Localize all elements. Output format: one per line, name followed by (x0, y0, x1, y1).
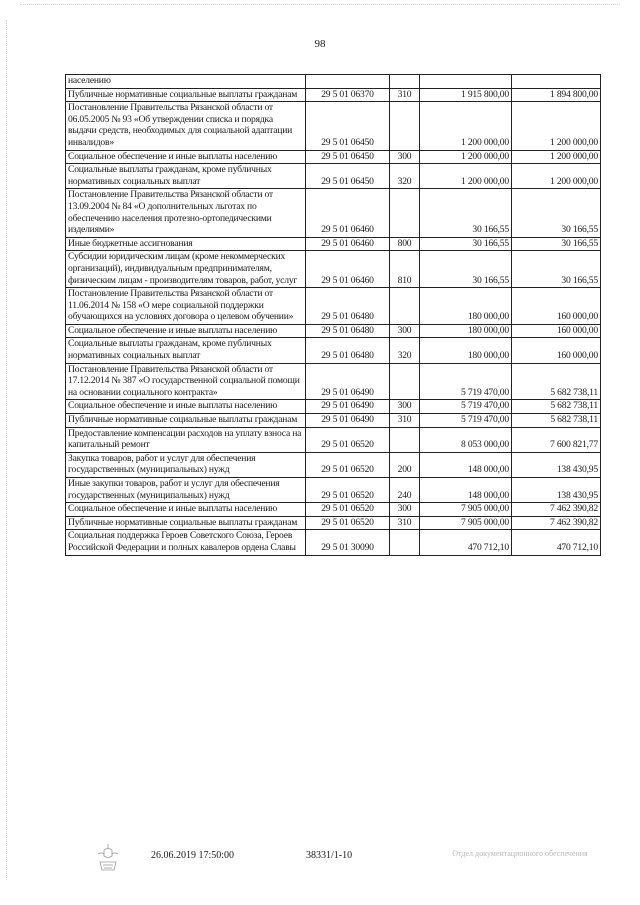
table-row (66, 150, 601, 164)
cell-name: Социальное обеспечение и иные выплаты населению (66, 503, 306, 517)
cell-expense-type (390, 288, 420, 325)
scan-edge-line (20, 4, 620, 5)
cell-code: 29 5 01 06450 (306, 164, 390, 189)
cell-code: 29 5 01 06450 (306, 102, 390, 150)
cell-amount-2019: 138 430,95 (512, 452, 601, 477)
table-row (66, 503, 601, 517)
cell-expense-type: 310 (390, 516, 420, 530)
cell-amount-2018: 1 915 800,00 (420, 88, 512, 102)
footer-doc-id: 38331/1-10 (306, 850, 353, 861)
cell-code: 29 5 01 06480 (306, 288, 390, 325)
cell-amount-2018: 5 719 470,00 (420, 414, 512, 428)
cell-code: 29 5 01 06370 (306, 88, 390, 102)
cell-expense-type (390, 189, 420, 237)
table-row (66, 237, 601, 251)
cell-code: 29 5 01 06520 (306, 427, 390, 452)
cell-code: 29 5 01 06450 (306, 150, 390, 164)
cell-amount-2018: 5 719 470,00 (420, 400, 512, 414)
cell-code: 29 5 01 06460 (306, 189, 390, 237)
cell-amount-2019: 5 682 738,11 (512, 400, 601, 414)
table-row (66, 427, 601, 452)
cell-expense-type (390, 363, 420, 400)
cell-expense-type: 300 (390, 150, 420, 164)
cell-code: 29 5 01 06480 (306, 324, 390, 338)
table-row (66, 363, 601, 400)
footer-date: 26.06.2019 17:50:00 (151, 850, 235, 861)
cell-amount-2018: 470 712,10 (420, 530, 512, 555)
cell-name: Постановление Правительства Рязанской области от 11.06.2014 № 158 «О мере социальной поддержки обучающихся на условиях договора о целевом обучении» (66, 288, 306, 325)
cell-code: 29 5 01 06490 (306, 400, 390, 414)
table-row (66, 400, 601, 414)
cell-amount-2018: 30 166,55 (420, 237, 512, 251)
cell-name: Социальное обеспечение и иные выплаты населению (66, 150, 306, 164)
cell-amount-2018: 30 166,55 (420, 251, 512, 288)
cell-amount-2018 (420, 75, 512, 89)
cell-amount-2018: 148 000,00 (420, 478, 512, 503)
table-row (66, 478, 601, 503)
cell-amount-2019: 30 166,55 (512, 189, 601, 237)
cell-name: Субсидии юридическим лицам (кроме некоммерческих организаций), индивидуальным предпринимателям, физическим лицам - производителям товаров, работ, услуг (66, 251, 306, 288)
cell-code: 29 5 01 06460 (306, 251, 390, 288)
cell-amount-2018: 7 905 000,00 (420, 516, 512, 530)
cell-amount-2018: 148 000,00 (420, 452, 512, 477)
cell-amount-2018: 180 000,00 (420, 338, 512, 363)
cell-name: Закупка товаров, работ и услуг для обеспечения государственных (муниципальных) нужд (66, 452, 306, 477)
cell-amount-2019: 7 462 390,82 (512, 503, 601, 517)
cell-amount-2019: 7 600 821,77 (512, 427, 601, 452)
budget-table (65, 74, 601, 556)
table-row (66, 338, 601, 363)
cell-expense-type: 310 (390, 88, 420, 102)
page-footer (0, 848, 640, 888)
cell-amount-2019: 5 682 738,11 (512, 363, 601, 400)
cell-amount-2019: 1 200 000,00 (512, 102, 601, 150)
cell-name: Постановление Правительства Рязанской области от 17.12.2014 № 387 «О государственной социальной помощи на основании социального контракта» (66, 363, 306, 400)
table-row (66, 324, 601, 338)
cell-amount-2019: 5 682 738,11 (512, 414, 601, 428)
table-row (66, 452, 601, 477)
cell-code: 29 5 01 06490 (306, 363, 390, 400)
cell-expense-type: 200 (390, 452, 420, 477)
cell-amount-2018: 1 200 000,00 (420, 164, 512, 189)
cell-amount-2019: 160 000,00 (512, 338, 601, 363)
cell-code: 29 5 01 30090 (306, 530, 390, 555)
cell-name: Иные закупки товаров, работ и услуг для обеспечения государственных (муниципальных) нужд (66, 478, 306, 503)
cell-code: 29 5 01 06520 (306, 478, 390, 503)
cell-code: 29 5 01 06520 (306, 503, 390, 517)
cell-expense-type: 320 (390, 164, 420, 189)
cell-amount-2018: 7 905 000,00 (420, 503, 512, 517)
cell-name: Социальные выплаты гражданам, кроме публичных нормативных социальных выплат (66, 164, 306, 189)
cell-amount-2019: 160 000,00 (512, 324, 601, 338)
cell-amount-2019: 160 000,00 (512, 288, 601, 325)
cell-expense-type (390, 102, 420, 150)
cell-code: 29 5 01 06520 (306, 516, 390, 530)
cell-amount-2018: 5 719 470,00 (420, 363, 512, 400)
cell-name: Публичные нормативные социальные выплаты гражданам (66, 88, 306, 102)
cell-expense-type: 300 (390, 503, 420, 517)
cell-expense-type (390, 75, 420, 89)
cell-expense-type: 300 (390, 324, 420, 338)
cell-name: Публичные нормативные социальные выплаты гражданам (66, 516, 306, 530)
cell-name: населению (66, 75, 306, 89)
cell-amount-2019: 7 462 390,82 (512, 516, 601, 530)
cell-expense-type (390, 427, 420, 452)
emblem-icon (94, 842, 122, 874)
table-row (66, 102, 601, 150)
cell-amount-2018: 1 200 000,00 (420, 102, 512, 150)
cell-code: 29 5 01 06460 (306, 237, 390, 251)
cell-amount-2019: 1 894 800,00 (512, 88, 601, 102)
cell-amount-2019: 470 712,10 (512, 530, 601, 555)
page-number: 98 (314, 38, 326, 50)
binding-margin-line (6, 20, 7, 880)
cell-amount-2018: 1 200 000,00 (420, 150, 512, 164)
table-row (66, 530, 601, 555)
cell-amount-2018: 8 053 000,00 (420, 427, 512, 452)
table-row (66, 288, 601, 325)
cell-expense-type (390, 530, 420, 555)
cell-code: 29 5 01 06480 (306, 338, 390, 363)
cell-amount-2018: 180 000,00 (420, 324, 512, 338)
cell-expense-type: 300 (390, 400, 420, 414)
table-row (66, 75, 601, 89)
cell-amount-2019: 1 200 000,00 (512, 150, 601, 164)
cell-amount-2019: 30 166,55 (512, 251, 601, 288)
cell-amount-2018: 30 166,55 (420, 189, 512, 237)
cell-name: Социальное обеспечение и иные выплаты населению (66, 324, 306, 338)
cell-amount-2019: 138 430,95 (512, 478, 601, 503)
cell-name: Постановление Правительства Рязанской области от 13.09.2004 № 84 «О дополнительных льготах по обеспечению населения протезно-ортопедическими изделиями» (66, 189, 306, 237)
cell-name: Постановление Правительства Рязанской области от 06.05.2005 № 93 «Об утверждении списка и порядка выдачи средств, необходимых для социальной адаптации инвалидов» (66, 102, 306, 150)
cell-amount-2019 (512, 75, 601, 89)
faint-stamp: Отдел документационного обеспечения (452, 849, 588, 858)
cell-name: Иные бюджетные ассигнования (66, 237, 306, 251)
cell-name: Предоставление компенсации расходов на уплату взноса на капитальный ремонт (66, 427, 306, 452)
table-row (66, 251, 601, 288)
cell-code (306, 75, 390, 89)
table-row (66, 88, 601, 102)
cell-expense-type: 240 (390, 478, 420, 503)
cell-name: Публичные нормативные социальные выплаты гражданам (66, 414, 306, 428)
cell-code: 29 5 01 06520 (306, 452, 390, 477)
table-row (66, 516, 601, 530)
cell-code: 29 5 01 06490 (306, 414, 390, 428)
cell-name: Социальное обеспечение и иные выплаты населению (66, 400, 306, 414)
cell-expense-type: 800 (390, 237, 420, 251)
cell-expense-type: 810 (390, 251, 420, 288)
table-row (66, 164, 601, 189)
table-row (66, 414, 601, 428)
table-row (66, 189, 601, 237)
cell-name: Социальная поддержка Героев Советского Союза, Героев Российской Федерации и полных кавалеров ордена Славы (66, 530, 306, 555)
cell-expense-type: 310 (390, 414, 420, 428)
cell-amount-2019: 30 166,55 (512, 237, 601, 251)
cell-expense-type: 320 (390, 338, 420, 363)
cell-name: Социальные выплаты гражданам, кроме публичных нормативных социальных выплат (66, 338, 306, 363)
cell-amount-2018: 180 000,00 (420, 288, 512, 325)
budget-table-body (66, 75, 601, 556)
cell-amount-2019: 1 200 000,00 (512, 164, 601, 189)
